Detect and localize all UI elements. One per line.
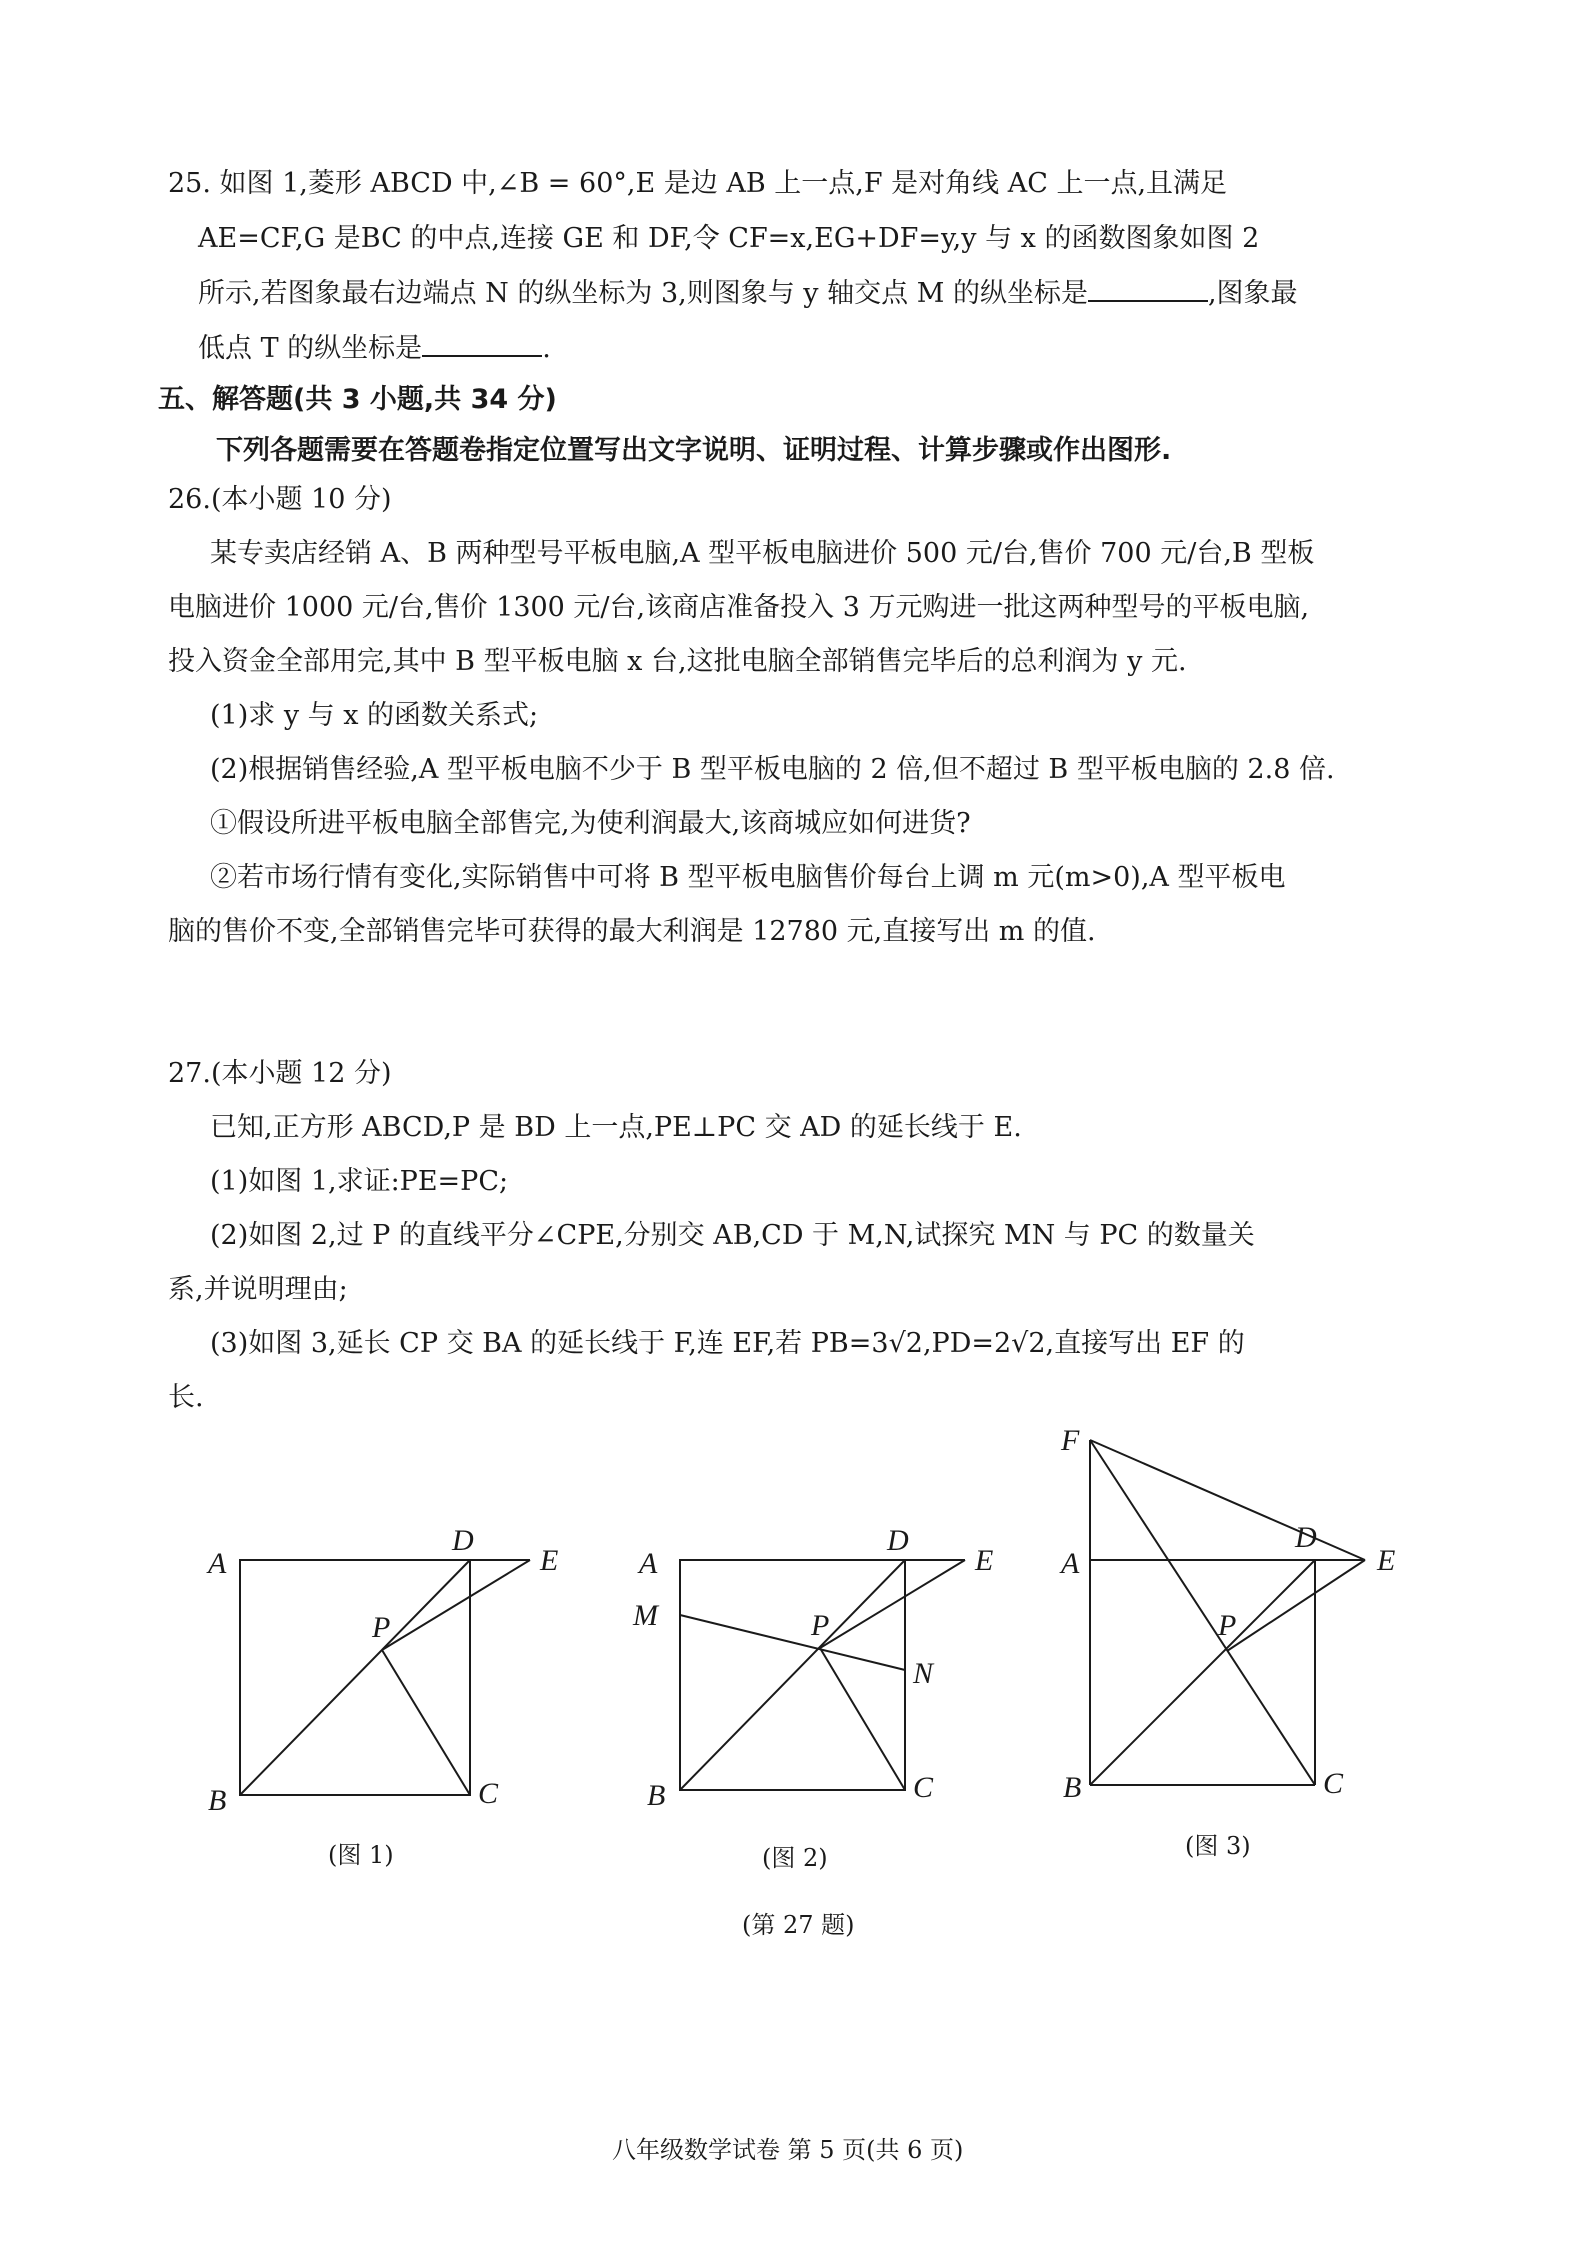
q26-paragraph-3: 投入资金全部用完,其中 B 型平板电脑 x 台,这批电脑全部销售完毕后的总利润为 y 元.	[168, 646, 1187, 677]
answer-blank-t[interactable]	[422, 329, 542, 357]
q26-paragraph-2: 电脑进价 1000 元/台,售价 1300 元/台,该商店准备投入 3 万元购进一批这两种型号的平板电脑,	[168, 592, 1310, 623]
q27-header: 27.(本小题 12 分)	[168, 1058, 392, 1089]
figure-1-diagram	[190, 1505, 590, 1825]
q25-line-1: 25. 如图 1,菱形 ABCD 中,∠B = 60°,E 是边 AB 上一点,F 是对角线 AC 上一点,且满足	[168, 168, 1228, 199]
figure-3-caption: (图 3)	[1185, 1832, 1251, 1860]
q27-paragraph-1: 已知,正方形 ABCD,P 是 BD 上一点,PE⊥PC 交 AD 的延长线于 E.	[210, 1112, 1022, 1143]
figure-3-diagonal-bd	[1090, 1560, 1315, 1785]
q26-sub-2a: ①假设所进平板电脑全部售完,为使利润最大,该商城应如何进货?	[210, 808, 971, 839]
figure-1	[190, 1505, 590, 1829]
q25-line-2: AE=CF,G 是BC 的中点,连接 GE 和 DF,令 CF=x,EG+DF=y,y 与 x 的函数图象如图 2	[198, 223, 1260, 254]
figure-2-label-m: M	[633, 1599, 658, 1632]
q25-line-4-tail: .	[542, 333, 551, 364]
figure-1-label-b: B	[208, 1784, 227, 1817]
figure-3-label-p: P	[1218, 1609, 1237, 1642]
figure-3-segment-pe	[1227, 1560, 1365, 1651]
figure-2-label-c: C	[913, 1771, 934, 1804]
figure-1-label-a: A	[208, 1547, 227, 1580]
figure-1-label-c: C	[478, 1777, 499, 1810]
figure-2-label-b: B	[647, 1779, 666, 1812]
q26-sub-2: (2)根据销售经验,A 型平板电脑不少于 B 型平板电脑的 2 倍,但不超过 B 型平板电脑的 2.8 倍.	[210, 754, 1335, 785]
q25-line-3	[198, 274, 1298, 314]
figure-2-label-p: P	[811, 1609, 830, 1642]
page-footer: 八年级数学试卷 第 5 页(共 6 页)	[612, 2136, 964, 2164]
q26-sub-1: (1)求 y 与 x 的函数关系式;	[210, 700, 539, 731]
figure-group-caption: (第 27 题)	[742, 1911, 855, 1939]
figure-3-label-a: A	[1061, 1547, 1080, 1580]
q26-sub-2b-line-2: 脑的售价不变,全部销售完毕可获得的最大利润是 12780 元,直接写出 m 的值.	[168, 916, 1096, 947]
q25-line-3-text: 所示,若图象最右边端点 N 的纵坐标为 3,则图象与 y 轴交点 M 的纵坐标是	[198, 278, 1088, 309]
figure-3-label-c: C	[1323, 1767, 1344, 1800]
figure-2-segment-pc	[820, 1648, 905, 1790]
figure-1-caption: (图 1)	[328, 1841, 394, 1869]
figure-1-segment-pc	[382, 1650, 470, 1795]
q27-sub-3-line-2: 长.	[168, 1382, 204, 1413]
q25-line-4	[198, 329, 551, 369]
figure-2-label-d: D	[887, 1524, 909, 1557]
answer-blank-m[interactable]	[1088, 274, 1208, 302]
figure-1-label-e: E	[540, 1544, 559, 1577]
q26-paragraph-1: 某专卖店经销 A、B 两种型号平板电脑,A 型平板电脑进价 500 元/台,售价 700 元/台,B 型板	[210, 538, 1315, 569]
figure-1-label-p: P	[372, 1611, 391, 1644]
q27-sub-2-line-1: (2)如图 2,过 P 的直线平分∠CPE,分别交 AB,CD 于 M,N,试探究 MN 与 PC 的数量关	[210, 1220, 1255, 1251]
figure-3	[1055, 1425, 1455, 1829]
figure-3-label-e: E	[1377, 1544, 1396, 1577]
q25-line-3-tail: ,图象最	[1207, 278, 1298, 309]
figure-1-diagonal-bd	[240, 1560, 470, 1795]
q26-header: 26.(本小题 10 分)	[168, 484, 392, 515]
figure-2-caption: (图 2)	[762, 1844, 828, 1872]
figure-1-label-d: D	[452, 1524, 474, 1557]
section-instruction: 下列各题需要在答题卷指定位置写出文字说明、证明过程、计算步骤或作出图形.	[216, 435, 1172, 466]
figure-3-segment-fe	[1090, 1440, 1365, 1560]
figure-3-segment-fc	[1090, 1440, 1315, 1785]
figure-2	[625, 1505, 1025, 1829]
q25-line-4-text: 低点 T 的纵坐标是	[198, 333, 423, 364]
figure-2-label-e: E	[975, 1544, 994, 1577]
figure-3-label-f: F	[1061, 1425, 1080, 1457]
figure-2-diagonal-bd	[680, 1560, 905, 1790]
figure-2-label-n: N	[913, 1657, 934, 1690]
figure-3-label-b: B	[1063, 1771, 1082, 1804]
q27-sub-3-line-1: (3)如图 3,延长 CP 交 BA 的延长线于 F,连 EF,若 PB=3√2,PD=2√2,直接写出 EF 的	[210, 1328, 1245, 1359]
q27-sub-1: (1)如图 1,求证:PE=PC;	[210, 1166, 509, 1197]
section-title: 五、解答题(共 3 小题,共 34 分)	[158, 384, 557, 415]
figure-2-diagram	[625, 1505, 1025, 1825]
q26-sub-2b-line-1: ②若市场行情有变化,实际销售中可将 B 型平板电脑售价每台上调 m 元(m>0),A 型平板电	[210, 862, 1286, 893]
figure-2-label-a: A	[639, 1547, 658, 1580]
q27-sub-2-line-2: 系,并说明理由;	[168, 1274, 348, 1305]
figure-3-diagram	[1055, 1425, 1455, 1825]
figure-3-label-d: D	[1295, 1521, 1317, 1554]
figure-2-segment-mn	[680, 1615, 905, 1670]
